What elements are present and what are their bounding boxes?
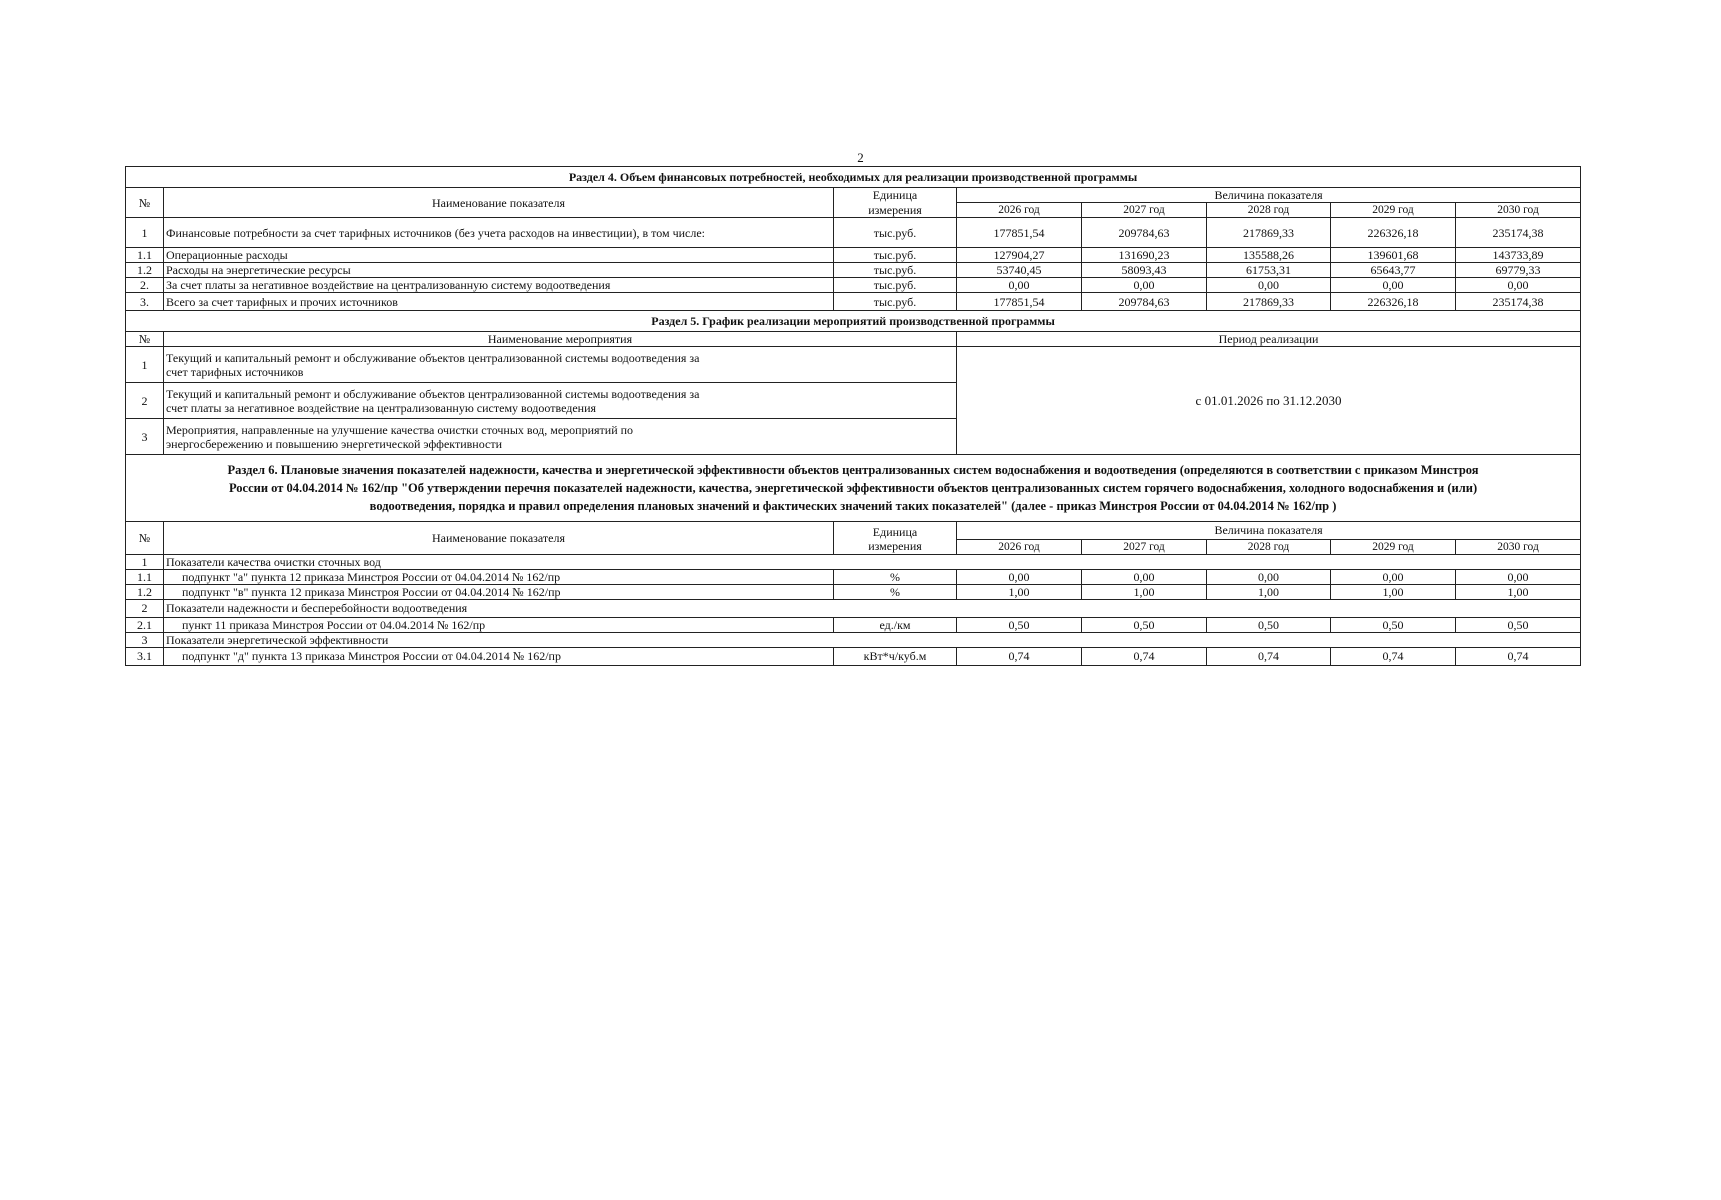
section6-title-row <box>126 455 1581 522</box>
section5-header-period: Период реализации <box>957 332 1581 347</box>
row-unit: тыс.руб. <box>834 248 957 263</box>
table-row <box>126 617 1581 632</box>
section5-period-value: с 01.01.2026 по 31.12.2030 <box>957 347 1581 455</box>
section5-title: Раздел 5. График реализации мероприятий производственной программы <box>126 311 1581 332</box>
row-name-line-2: энергосбережению и повышению энергетической эффективности <box>166 436 502 451</box>
row-value-2028: 0,74 <box>1207 647 1331 665</box>
section6-year-2028: 2028 год <box>1207 539 1331 554</box>
row-name-line-2: счет тарифных источников <box>166 364 304 379</box>
row-value-2027: 209784,63 <box>1082 293 1207 311</box>
page-number: 2 <box>857 150 864 165</box>
section6-title-line-1: Раздел 6. Плановые значения показателей надежности, качества и энергетической эффективности объектов централизованных систем водоснабжения и водоотведения (определяются в соответствии с приказом Минстроя <box>227 463 1479 477</box>
document-sheet <box>125 166 1580 666</box>
row-value-2027: 0,00 <box>1082 569 1207 584</box>
section4-header-row-1 <box>126 188 1581 203</box>
row-no: 2 <box>126 383 164 419</box>
table-row <box>126 218 1581 248</box>
row-no: 1.1 <box>126 248 164 263</box>
row-value-2030: 143733,89 <box>1456 248 1581 263</box>
group-name: Показатели энергетической эффективности <box>164 632 1581 647</box>
row-value-2028: 135588,26 <box>1207 248 1331 263</box>
row-value-2027: 58093,43 <box>1082 263 1207 278</box>
table-row <box>126 293 1581 311</box>
table-row <box>126 248 1581 263</box>
group-name: Показатели надежности и бесперебойности водоотведения <box>164 599 1581 617</box>
row-value-2030: 1,00 <box>1456 584 1581 599</box>
row-value-2028: 0,00 <box>1207 278 1331 293</box>
row-value-2028: 0,50 <box>1207 617 1331 632</box>
row-unit: тыс.руб. <box>834 278 957 293</box>
row-value-2030: 235174,38 <box>1456 218 1581 248</box>
group-no: 1 <box>126 554 164 569</box>
section4-header-value: Величина показателя <box>957 188 1581 203</box>
row-value-2027: 0,00 <box>1082 278 1207 293</box>
section6-year-2026: 2026 год <box>957 539 1082 554</box>
row-value-2030: 69779,33 <box>1456 263 1581 278</box>
group-name: Показатели качества очистки сточных вод <box>164 554 1581 569</box>
row-value-2030: 0,50 <box>1456 617 1581 632</box>
section4-header-unit-2: измерения <box>834 203 957 218</box>
row-value-2028: 1,00 <box>1207 584 1331 599</box>
row-value-2028: 0,00 <box>1207 569 1331 584</box>
row-no: 1.1 <box>126 569 164 584</box>
row-name: подпункт "д" пункта 13 приказа Минстроя России от 04.04.2014 № 162/пр <box>164 647 834 665</box>
row-unit: тыс.руб. <box>834 218 957 248</box>
row-value-2028: 217869,33 <box>1207 218 1331 248</box>
section4-header-name: Наименование показателя <box>164 188 834 218</box>
row-name <box>164 347 957 383</box>
row-value-2030: 0,00 <box>1456 569 1581 584</box>
group-row <box>126 632 1581 647</box>
section6-header-unit-1: Единица <box>834 522 957 540</box>
row-no: 3 <box>126 419 164 455</box>
row-no: 1.2 <box>126 584 164 599</box>
row-name: подпункт "а" пункта 12 приказа Минстроя России от 04.04.2014 № 162/пр <box>164 569 834 584</box>
section4-header-no: № <box>126 188 164 218</box>
row-value-2027: 209784,63 <box>1082 218 1207 248</box>
row-value-2030: 0,74 <box>1456 647 1581 665</box>
section6-header-no: № <box>126 522 164 555</box>
row-name: пункт 11 приказа Минстроя России от 04.04.2014 № 162/пр <box>164 617 834 632</box>
row-value-2029: 0,00 <box>1331 278 1456 293</box>
section4-year-2026: 2026 год <box>957 203 1082 218</box>
row-unit: тыс.руб. <box>834 293 957 311</box>
row-value-2027: 131690,23 <box>1082 248 1207 263</box>
section6-year-2030: 2030 год <box>1456 539 1581 554</box>
row-value-2027: 1,00 <box>1082 584 1207 599</box>
row-name-line-1: Мероприятия, направленные на улучшение качества очистки сточных вод, мероприятий по <box>166 422 634 437</box>
row-unit: ед./км <box>834 617 957 632</box>
row-name <box>164 419 957 455</box>
row-name: Расходы на энергетические ресурсы <box>164 263 834 278</box>
section4-header-unit-1: Единица <box>834 188 957 203</box>
row-value-2026: 53740,45 <box>957 263 1082 278</box>
section5-header-row <box>126 332 1581 347</box>
row-value-2029: 226326,18 <box>1331 218 1456 248</box>
row-value-2026: 1,00 <box>957 584 1082 599</box>
row-value-2027: 0,74 <box>1082 647 1207 665</box>
row-no: 3. <box>126 293 164 311</box>
group-no: 2 <box>126 599 164 617</box>
row-value-2029: 139601,68 <box>1331 248 1456 263</box>
row-name: За счет платы за негативное воздействие на централизованную систему водоотведения <box>164 278 834 293</box>
table-row <box>126 569 1581 584</box>
row-name <box>164 383 957 419</box>
section4-year-2027: 2027 год <box>1082 203 1207 218</box>
row-unit: кВт*ч/куб.м <box>834 647 957 665</box>
row-value-2026: 0,50 <box>957 617 1082 632</box>
table-row <box>126 584 1581 599</box>
row-value-2029: 226326,18 <box>1331 293 1456 311</box>
row-no: 3.1 <box>126 647 164 665</box>
section6-title-line-3: водоотведения, порядка и правил определения плановых значений и фактических значений таких показателей" (далее - приказ Минстроя России от 04.04.2014 № 162/пр ) <box>369 499 1337 513</box>
section6-title-line-2: России от 04.04.2014 № 162/пр "Об утверждении перечня показателей надежности, качества, энергетической эффективности объектов централизованных систем горячего водоснабжения, холодного водоснабжения и (или) <box>228 481 1478 495</box>
row-no: 2.1 <box>126 617 164 632</box>
row-value-2029: 0,00 <box>1331 569 1456 584</box>
row-name-line-1: Текущий и капитальный ремонт и обслуживание объектов централизованной системы водоотведения за <box>166 350 700 365</box>
row-no: 1 <box>126 218 164 248</box>
section6-year-2029: 2029 год <box>1331 539 1456 554</box>
list-item <box>126 347 1581 383</box>
section6-header-name: Наименование показателя <box>164 522 834 555</box>
row-name: Операционные расходы <box>164 248 834 263</box>
section6-year-2027: 2027 год <box>1082 539 1207 554</box>
table-row <box>126 647 1581 665</box>
section4-title: Раздел 4. Объем финансовых потребностей, необходимых для реализации производственной программы <box>126 167 1581 188</box>
row-unit: % <box>834 584 957 599</box>
section6-header-value: Величина показателя <box>957 522 1581 540</box>
table-row <box>126 263 1581 278</box>
section4-year-2030: 2030 год <box>1456 203 1581 218</box>
row-value-2030: 0,00 <box>1456 278 1581 293</box>
row-value-2027: 0,50 <box>1082 617 1207 632</box>
row-unit: % <box>834 569 957 584</box>
section5-header-no: № <box>126 332 164 347</box>
section4-year-2029: 2029 год <box>1331 203 1456 218</box>
row-value-2026: 0,00 <box>957 278 1082 293</box>
row-value-2026: 127904,27 <box>957 248 1082 263</box>
table-row <box>126 278 1581 293</box>
row-value-2028: 61753,31 <box>1207 263 1331 278</box>
row-value-2029: 0,50 <box>1331 617 1456 632</box>
row-value-2026: 0,74 <box>957 647 1082 665</box>
group-no: 3 <box>126 632 164 647</box>
row-no: 1 <box>126 347 164 383</box>
row-name-line-2: счет платы за негативное воздействие на централизованную систему водоотведения <box>166 400 597 415</box>
row-name: подпункт "в" пункта 12 приказа Минстроя России от 04.04.2014 № 162/пр <box>164 584 834 599</box>
main-table <box>125 166 1581 666</box>
section6-header-row-1 <box>126 522 1581 540</box>
group-row <box>126 554 1581 569</box>
section5-header-name: Наименование мероприятия <box>164 332 957 347</box>
row-value-2029: 65643,77 <box>1331 263 1456 278</box>
group-row <box>126 599 1581 617</box>
row-value-2026: 177851,54 <box>957 218 1082 248</box>
row-value-2030: 235174,38 <box>1456 293 1581 311</box>
row-name: Финансовые потребности за счет тарифных источников (без учета расходов на инвестиции), в том числе: <box>164 218 834 248</box>
row-value-2028: 217869,33 <box>1207 293 1331 311</box>
row-name: Всего за счет тарифных и прочих источников <box>164 293 834 311</box>
row-no: 2. <box>126 278 164 293</box>
row-value-2029: 0,74 <box>1331 647 1456 665</box>
section5-title-row <box>126 311 1581 332</box>
row-no: 1.2 <box>126 263 164 278</box>
section4-year-2028: 2028 год <box>1207 203 1331 218</box>
row-name-line-1: Текущий и капитальный ремонт и обслуживание объектов централизованной системы водоотведения за <box>166 386 700 401</box>
section4-title-row <box>126 167 1581 188</box>
section6-header-unit-2: измерения <box>834 539 957 554</box>
row-value-2026: 177851,54 <box>957 293 1082 311</box>
section6-title <box>126 455 1581 522</box>
row-unit: тыс.руб. <box>834 263 957 278</box>
row-value-2026: 0,00 <box>957 569 1082 584</box>
row-value-2029: 1,00 <box>1331 584 1456 599</box>
